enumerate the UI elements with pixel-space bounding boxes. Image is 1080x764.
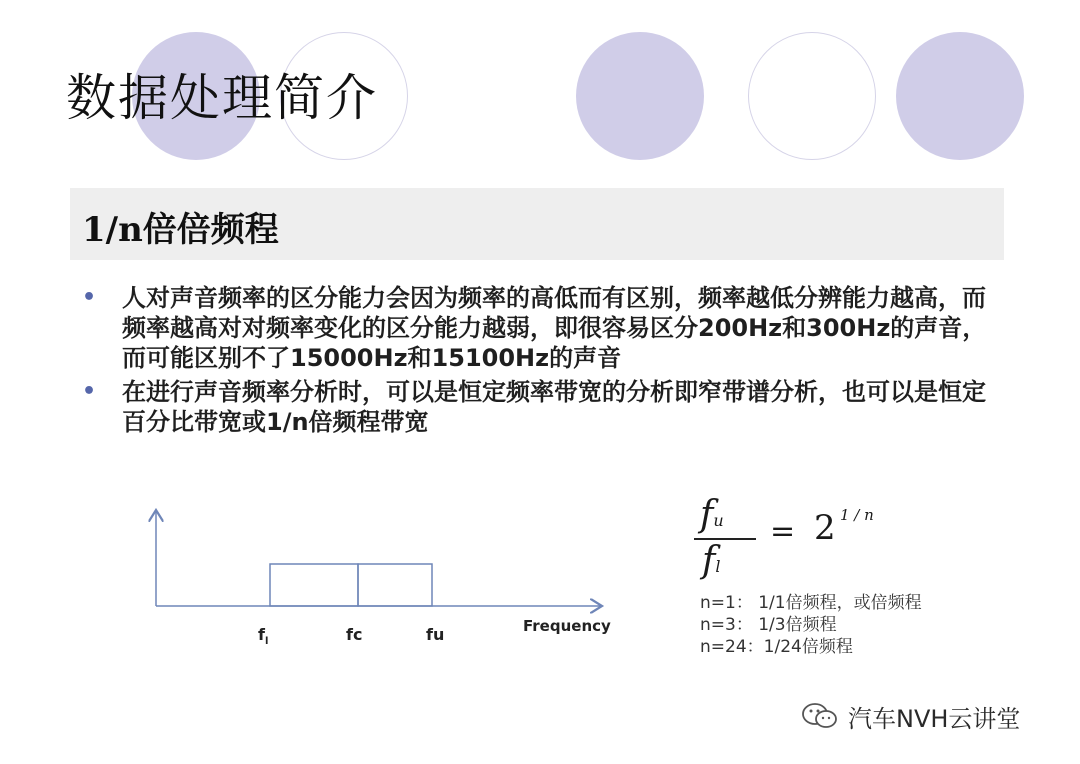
wechat-icon: [800, 701, 840, 731]
note-line: n=24：1/24倍频程: [700, 637, 853, 657]
decor-circle-4: [748, 32, 876, 160]
subtitle-text: 1/n倍倍频程: [82, 210, 279, 250]
label-fu: fu: [426, 625, 445, 644]
bullet-item: [82, 283, 1002, 373]
bullet-text: 人对声音频率的区分能力会因为频率的高低而有区别，频率越低分辨能力越高，而频率越高对对频率变化的区分能力越弱，即很容易区分200Hz和300Hz的声音，而可能区别不了15000Hz和15100Hz的声音: [122, 284, 987, 372]
formula-base: 2: [814, 508, 836, 548]
formula: [690, 494, 910, 584]
bullet-text: 在进行声音频率分析时，可以是恒定频率带宽的分析即窄带谱分析，也可以是恒定百分比带宽或1/n倍频程带宽: [122, 378, 986, 436]
subtitle-bar: [70, 188, 1004, 260]
formula-denominator: fl: [702, 540, 721, 581]
note-line: n=1： 1/1倍频程，或倍频程: [700, 593, 922, 613]
band-upper: [358, 564, 432, 606]
watermark-text: 汽车NVH云讲堂: [848, 704, 1021, 733]
decor-circle-5: [896, 32, 1024, 160]
bullet-icon: •: [82, 285, 97, 310]
bullet-list: [82, 283, 1002, 441]
formula-equals: =: [770, 514, 796, 549]
bullet-item: [82, 377, 1002, 437]
label-frequency: Frequency: [523, 617, 611, 635]
label-fl: $f_l$: [258, 625, 269, 647]
formula-exponent: 1 / n: [840, 506, 874, 524]
octave-band-diagram: [140, 505, 640, 655]
bullet-icon: •: [82, 379, 97, 404]
decor-circle-3: [576, 32, 704, 160]
band-lower: [270, 564, 358, 606]
slide-title: 数据处理简介: [66, 69, 378, 127]
label-fc: fc: [346, 625, 363, 644]
watermark: [800, 700, 1020, 732]
note-line: n=3： 1/3倍频程: [700, 615, 837, 635]
formula-numerator: fu: [700, 494, 724, 535]
notes-list: [700, 592, 922, 658]
